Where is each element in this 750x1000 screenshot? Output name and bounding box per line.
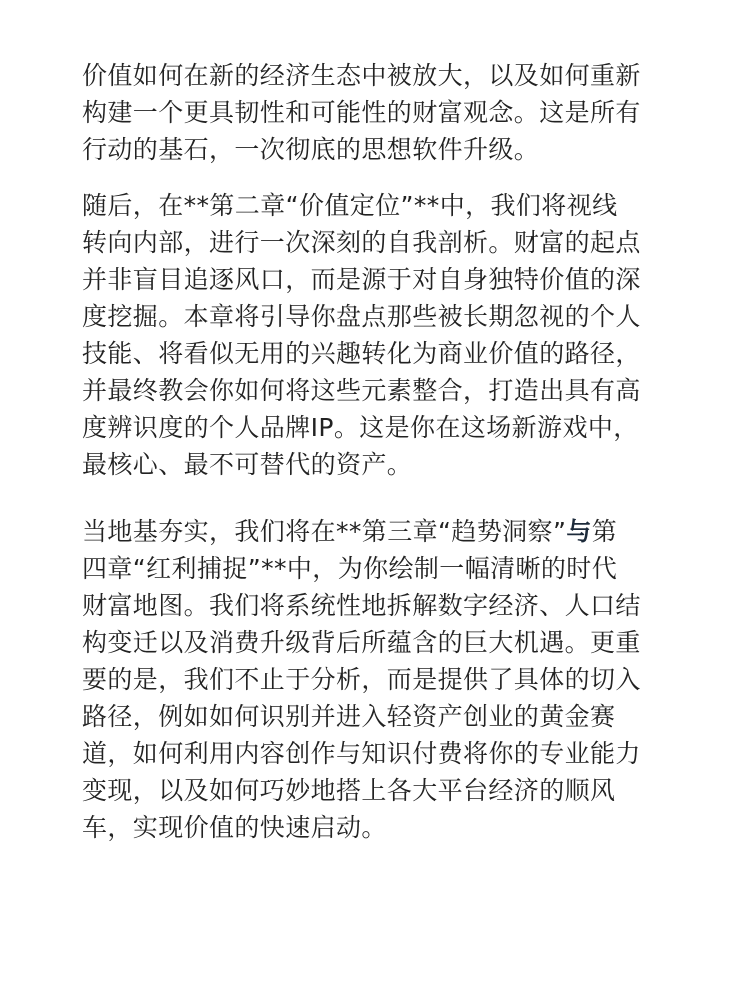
paragraph-1: 价值如何在新的经济生态中被放大，以及如何重新 构建一个更具韧性和可能性的财富观念。这是所有 行动的基石，一次彻底的思想软件升级。 xyxy=(82,61,641,164)
paragraph-3-text-after: 第 四章“红利捕捉”**中，为你绘制一幅清晰的时代 财富地图。我们将系统性地拆解数字经济、人口结 构变迁以及消费升级背后所蕴含的巨大机遇。更重 要的是，我们不止于分析，而是提供了具体的切入 路径，例如如何识别并进入轻资产创业的黄金赛 道，如何利用内容创作与知识付费将你的专业能力 变现，以及如何巧妙地搭上各大平台经济的顺风 车，实现价值的快速启动。 xyxy=(82,517,641,842)
paragraph-3-text-before: 当地基夯实，我们将在**第三章“趋势洞察” xyxy=(82,517,567,546)
paragraph-3 xyxy=(82,513,682,846)
paragraph-2: 随后，在**第二章“价值定位”**中，我们将视线 转向内部，进行一次深刻的自我剖析。财富的起点 并非盲目追逐风口，而是源于对自身独特价值的深 度挖掘。本章将引导你盘点那些被长期忽视的个人 技能、将看似无用的兴趣转化为商业价值的路径， 并最终教会你如何将这些元素整合，打造出具有高 度辨识度的个人品牌IP。这是你在这场新游戏中， 最核心、最不可替代的资产。 xyxy=(82,191,641,479)
paragraph-3-bold-char: 与 xyxy=(566,517,592,546)
